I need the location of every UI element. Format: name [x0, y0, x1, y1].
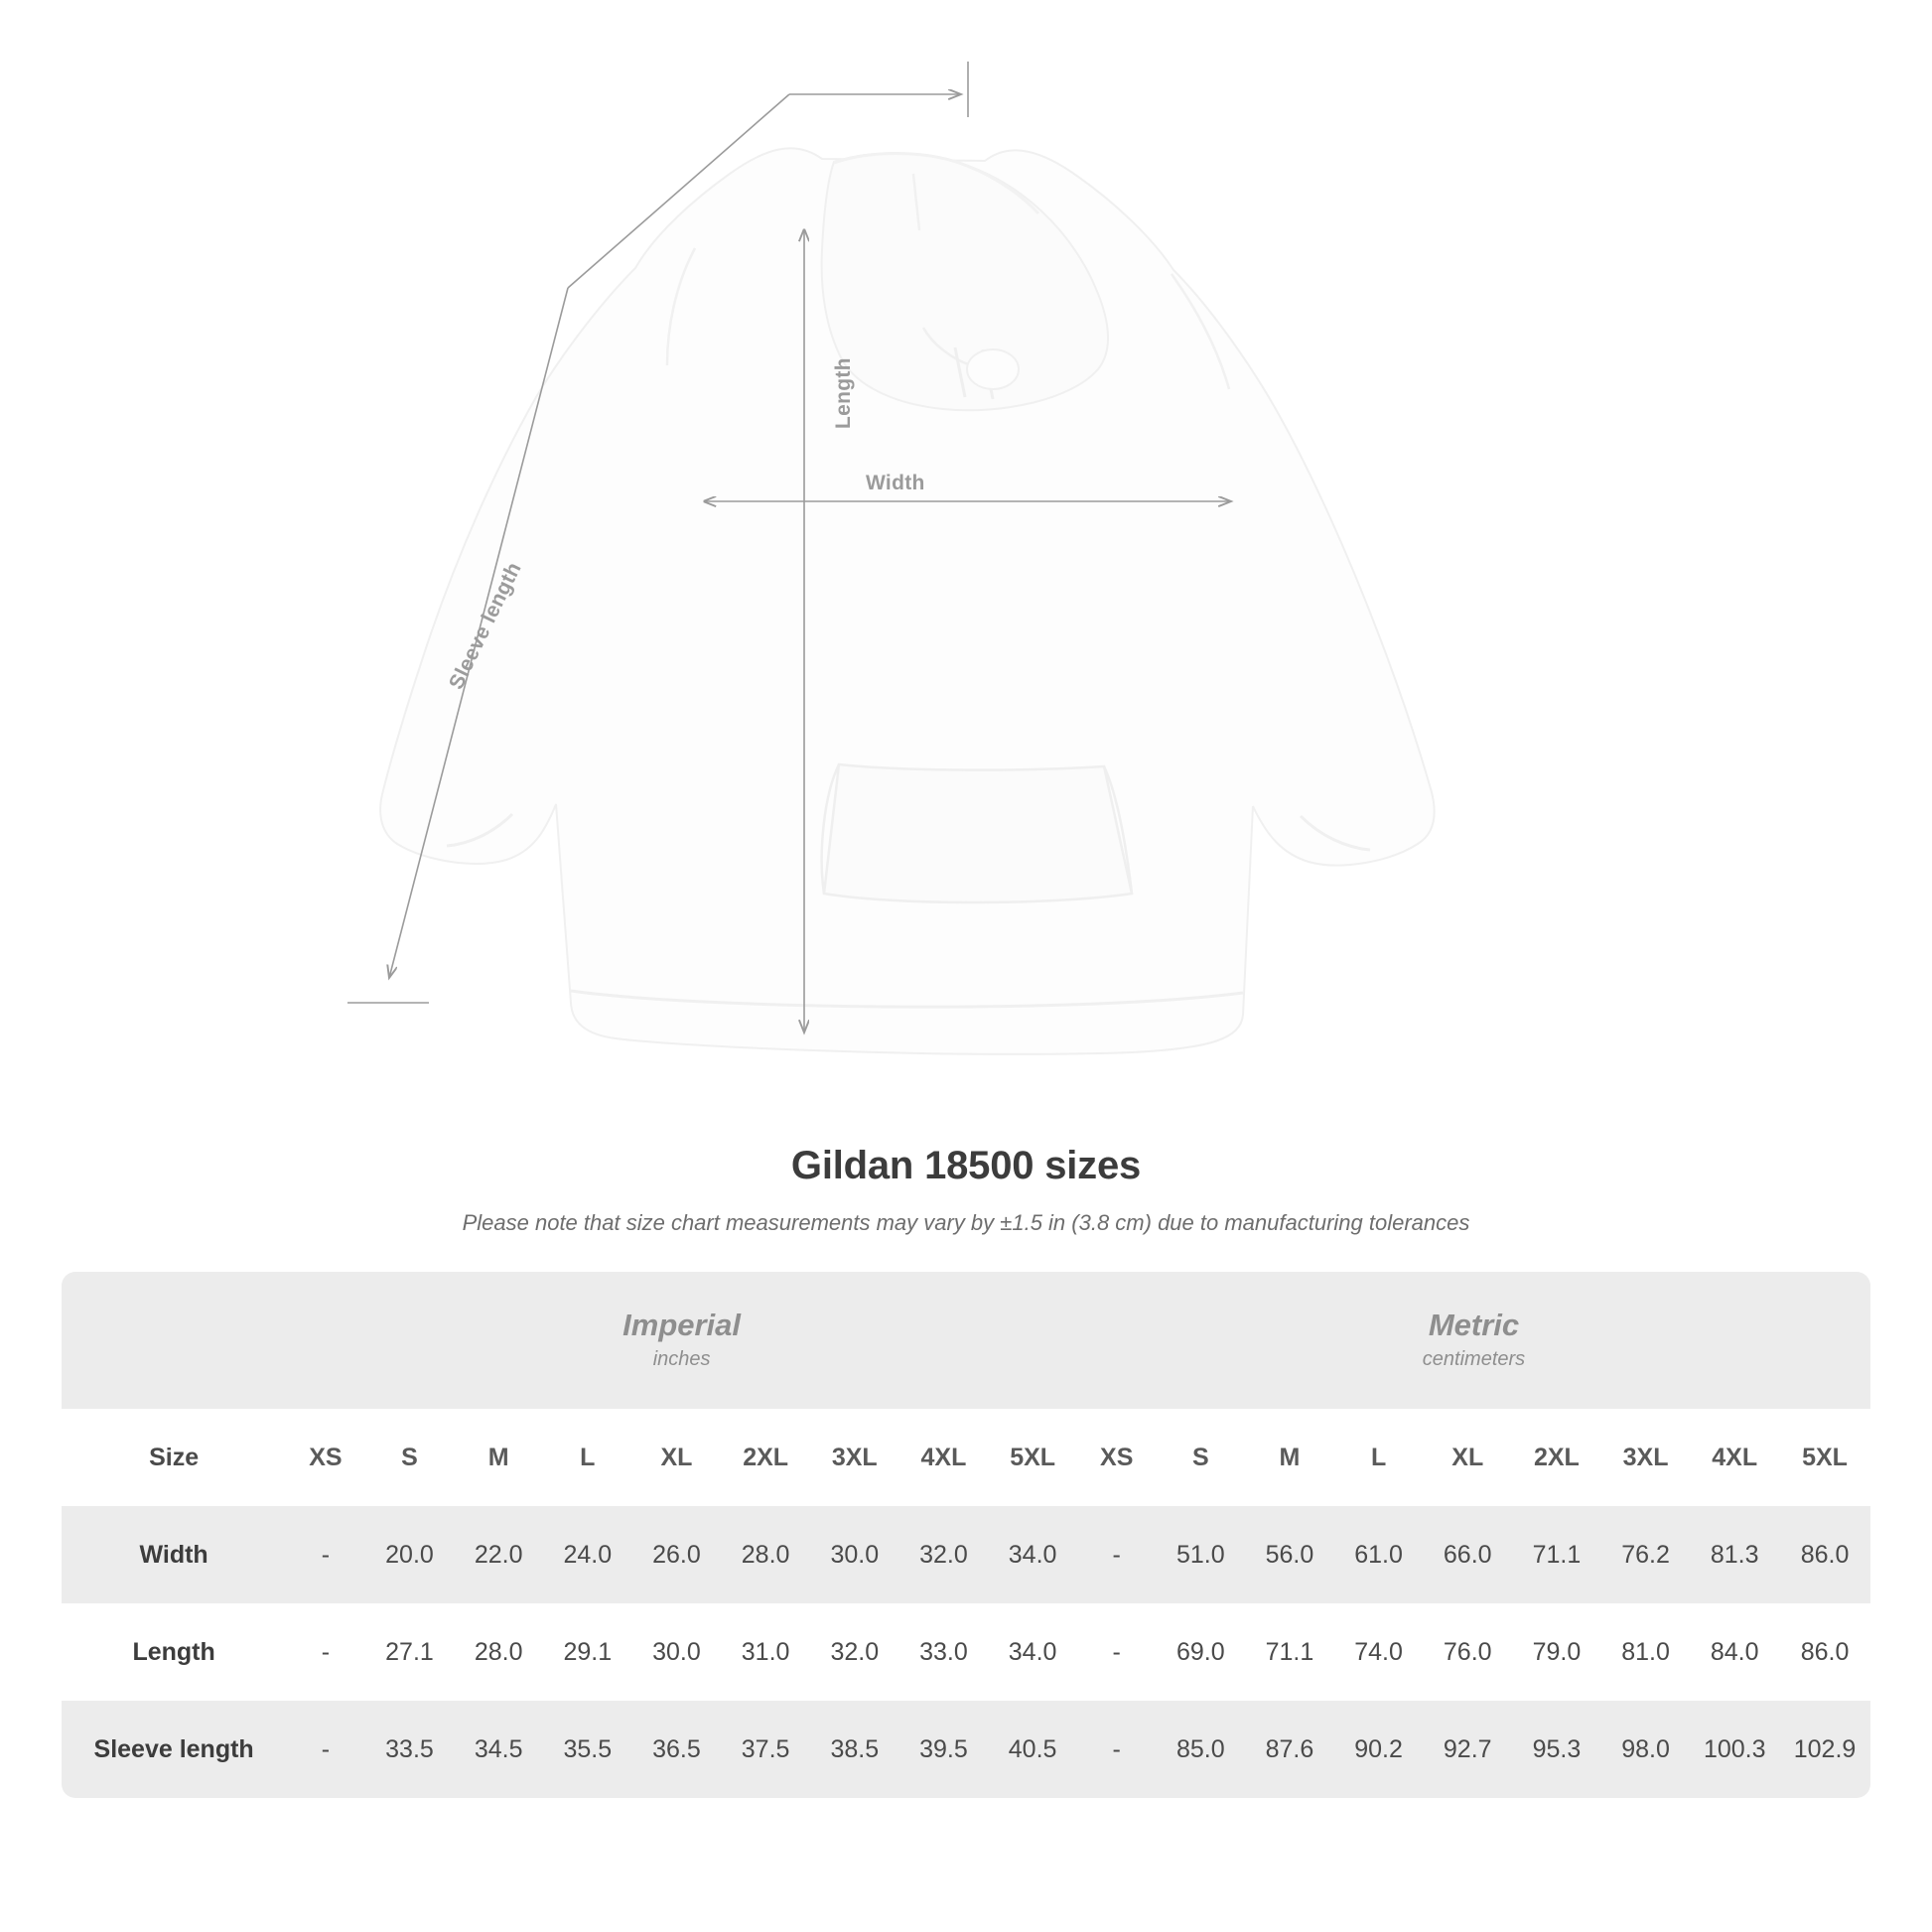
cell-width-imperial-s: 20.0 — [365, 1506, 455, 1603]
cell-sleeve-metric-s: 85.0 — [1156, 1701, 1245, 1798]
unit-sub-metric: centimeters — [1422, 1348, 1526, 1371]
cell-width-imperial-xl: 26.0 — [632, 1506, 722, 1603]
cell-sleeve-metric-3xl: 98.0 — [1601, 1701, 1691, 1798]
size-col-metric-xs: XS — [1077, 1409, 1156, 1506]
cell-sleeve-imperial-xl: 36.5 — [632, 1701, 722, 1798]
cell-length-metric-4xl: 84.0 — [1690, 1603, 1779, 1701]
size-header-row — [62, 1409, 1870, 1506]
size-col-metric-2xl: 2XL — [1512, 1409, 1601, 1506]
cell-width-imperial-3xl: 30.0 — [810, 1506, 899, 1603]
size-col-imperial-3xl: 3XL — [810, 1409, 899, 1506]
length-label: Length — [832, 357, 855, 429]
cell-length-imperial-l: 29.1 — [543, 1603, 632, 1701]
unit-name-metric: Metric — [1428, 1307, 1520, 1342]
cell-sleeve-imperial-m: 34.5 — [454, 1701, 543, 1798]
unit-header-metric — [1077, 1272, 1870, 1409]
cell-width-metric-5xl: 86.0 — [1779, 1506, 1870, 1603]
hoodie-shape — [380, 148, 1435, 1053]
cell-length-metric-5xl: 86.0 — [1779, 1603, 1870, 1701]
cell-length-metric-3xl: 81.0 — [1601, 1603, 1691, 1701]
size-col-imperial-s: S — [365, 1409, 455, 1506]
unit-header-imperial — [286, 1272, 1077, 1409]
cell-width-metric-xl: 66.0 — [1423, 1506, 1512, 1603]
cell-width-metric-m: 56.0 — [1245, 1506, 1334, 1603]
size-col-imperial-xs: XS — [286, 1409, 364, 1506]
cell-sleeve-metric-m: 87.6 — [1245, 1701, 1334, 1798]
unit-sub-imperial: inches — [652, 1348, 711, 1371]
size-col-imperial-2xl: 2XL — [721, 1409, 810, 1506]
cell-width-imperial-5xl: 34.0 — [988, 1506, 1077, 1603]
size-header-label: Size — [62, 1409, 286, 1506]
size-col-imperial-l: L — [543, 1409, 632, 1506]
table-row — [62, 1603, 1870, 1701]
size-col-imperial-5xl: 5XL — [988, 1409, 1077, 1506]
cell-sleeve-imperial-2xl: 37.5 — [721, 1701, 810, 1798]
size-col-metric-l: L — [1334, 1409, 1424, 1506]
cell-length-metric-xs: - — [1077, 1603, 1156, 1701]
row-label-width: Width — [62, 1506, 286, 1603]
cell-length-imperial-3xl: 32.0 — [810, 1603, 899, 1701]
cell-sleeve-metric-l: 90.2 — [1334, 1701, 1424, 1798]
cell-width-metric-3xl: 76.2 — [1601, 1506, 1691, 1603]
cell-length-imperial-2xl: 31.0 — [721, 1603, 810, 1701]
size-table — [62, 1272, 1870, 1798]
cell-width-imperial-2xl: 28.0 — [721, 1506, 810, 1603]
cell-sleeve-imperial-s: 33.5 — [365, 1701, 455, 1798]
cell-sleeve-imperial-xs: - — [286, 1701, 364, 1798]
cell-sleeve-metric-xs: - — [1077, 1701, 1156, 1798]
row-label-length: Length — [62, 1603, 286, 1701]
cell-length-metric-l: 74.0 — [1334, 1603, 1424, 1701]
size-table-wrap — [62, 1272, 1870, 1798]
size-col-metric-4xl: 4XL — [1690, 1409, 1779, 1506]
cell-length-imperial-xs: - — [286, 1603, 364, 1701]
cell-width-metric-4xl: 81.3 — [1690, 1506, 1779, 1603]
cell-length-imperial-m: 28.0 — [454, 1603, 543, 1701]
row-label-sleeve-length: Sleeve length — [62, 1701, 286, 1798]
cell-length-imperial-xl: 30.0 — [632, 1603, 722, 1701]
sleeve-length-label: Sleeve length — [445, 558, 526, 694]
page-title: Gildan 18500 sizes — [790, 1144, 1142, 1187]
size-col-metric-m: M — [1245, 1409, 1334, 1506]
cell-sleeve-imperial-l: 35.5 — [543, 1701, 632, 1798]
size-col-metric-5xl: 5XL — [1779, 1409, 1870, 1506]
cell-sleeve-metric-5xl: 102.9 — [1779, 1701, 1870, 1798]
cell-width-metric-s: 51.0 — [1156, 1506, 1245, 1603]
size-col-metric-3xl: 3XL — [1601, 1409, 1691, 1506]
cell-width-imperial-xs: - — [286, 1506, 364, 1603]
cell-length-metric-s: 69.0 — [1156, 1603, 1245, 1701]
unit-header-corner — [62, 1272, 286, 1409]
cell-width-imperial-l: 24.0 — [543, 1506, 632, 1603]
size-col-imperial-m: M — [454, 1409, 543, 1506]
size-col-imperial-xl: XL — [632, 1409, 722, 1506]
width-label: Width — [866, 472, 925, 494]
tolerance-note: Please note that size chart measurements may vary by ±1.5 in (3.8 cm) due to manufacturing tolerances — [462, 1210, 1470, 1235]
cell-width-metric-2xl: 71.1 — [1512, 1506, 1601, 1603]
cell-sleeve-imperial-4xl: 39.5 — [899, 1701, 989, 1798]
cell-sleeve-metric-4xl: 100.3 — [1690, 1701, 1779, 1798]
cell-sleeve-metric-xl: 92.7 — [1423, 1701, 1512, 1798]
size-col-metric-s: S — [1156, 1409, 1245, 1506]
size-col-metric-xl: XL — [1423, 1409, 1512, 1506]
cell-length-imperial-4xl: 33.0 — [899, 1603, 989, 1701]
cell-width-imperial-m: 22.0 — [454, 1506, 543, 1603]
table-row — [62, 1506, 1870, 1603]
cell-length-metric-xl: 76.0 — [1423, 1603, 1512, 1701]
cell-width-metric-xs: - — [1077, 1506, 1156, 1603]
cell-width-metric-l: 61.0 — [1334, 1506, 1424, 1603]
cell-width-imperial-4xl: 32.0 — [899, 1506, 989, 1603]
size-col-imperial-4xl: 4XL — [899, 1409, 989, 1506]
table-row — [62, 1701, 1870, 1798]
unit-name-imperial: Imperial — [622, 1307, 742, 1342]
cell-sleeve-imperial-5xl: 40.5 — [988, 1701, 1077, 1798]
cell-length-metric-2xl: 79.0 — [1512, 1603, 1601, 1701]
unit-header-row — [62, 1272, 1870, 1409]
cell-sleeve-imperial-3xl: 38.5 — [810, 1701, 899, 1798]
chart-heading — [0, 1144, 1932, 1236]
cell-length-imperial-s: 27.1 — [365, 1603, 455, 1701]
cell-length-metric-m: 71.1 — [1245, 1603, 1334, 1701]
cell-length-imperial-5xl: 34.0 — [988, 1603, 1077, 1701]
cell-sleeve-metric-2xl: 95.3 — [1512, 1701, 1601, 1798]
